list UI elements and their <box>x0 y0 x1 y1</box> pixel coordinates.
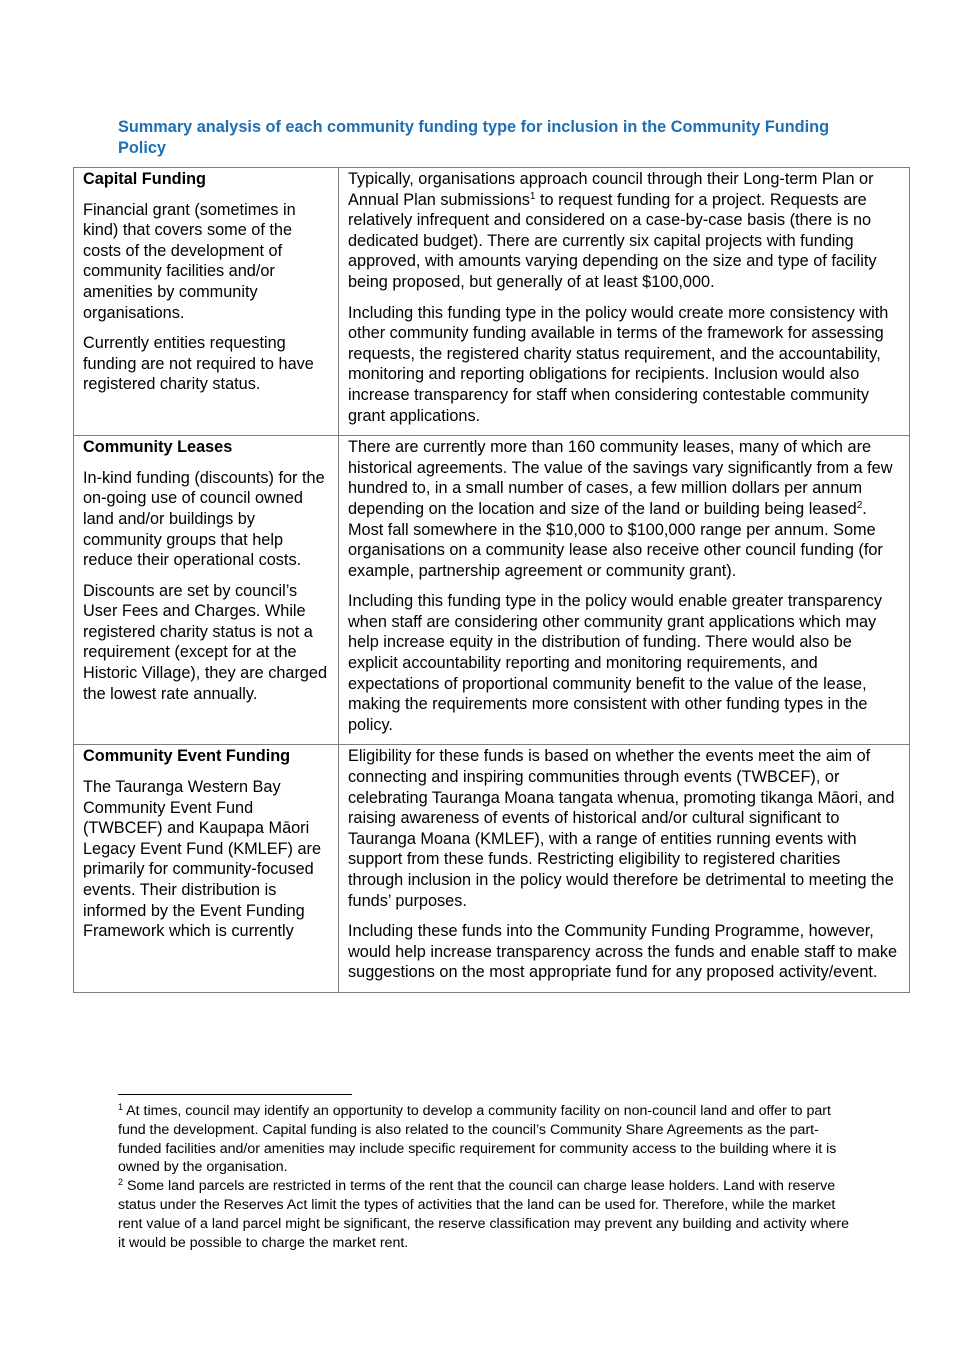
analysis-paragraph: Including these funds into the Community Funding Programme, however, would help increase transparency across the funds and enable staff to make suggestions on the most appropriate fund for any proposed activity/event. <box>348 922 898 982</box>
funding-type-description: Financial grant (sometimes in kind) that covers some of the costs of the development of community facilities and/or amenities by community organisations. <box>83 200 296 322</box>
footnote-ref[interactable]: 1 <box>529 190 536 202</box>
analysis-text: Typically, organisations approach council through their Long-term Plan or Annual Plan submissions <box>348 170 874 209</box>
analysis-cell <box>339 168 910 436</box>
footnote-number: 1 <box>118 1102 124 1112</box>
funding-type-note: Discounts are set by council’s User Fees and Charges. While registered charity status is not a requirement (except for at the Historic Village), they are charged the lowest rate annually. <box>83 581 328 703</box>
analysis-paragraph: Including this funding type in the policy would enable greater transparency when staff are considering other community grant applications which may help increase equity in the distribution of funding. There would also be explicit accountability reporting and monitoring requirements, and expectations of proportional community benefit to the value of the lease, making the requirements more consistent with other funding types in the policy. <box>348 592 882 734</box>
funding-type-title: Community Leases <box>83 438 233 457</box>
analysis-paragraph: Eligibility for these funds is based on whether the events meet the aim of connecting and inspiring communities through events (TWBCEF), or celebrating Tauranga Moana tangata whenua, promoting tikanga Māori, and raising awareness of events of historical and/or cultural significant to Tauranga Moana (KMLEF), with a range of entities running events with support from these funds. Restricting eligibility to registered charities through inclusion in the policy would therefore be detrimental to meeting the funds’ purposes. <box>348 747 895 910</box>
analysis-paragraph <box>348 437 900 581</box>
footnote-2 <box>118 1177 858 1252</box>
analysis-paragraph: Including this funding type in the policy would create more consistency with other community funding available in terms of the framework for assessing requests, the registered charity status requirement, and the accountability, monitoring and reporting obligations for recipients. Inclusion would also increase transparency for staff when considering contestable community grant applications. <box>348 303 889 425</box>
funding-type-cell <box>74 745 339 993</box>
analysis-cell <box>339 745 910 993</box>
funding-type-cell <box>74 436 339 745</box>
analysis-text: to request funding for a project. Requests are relatively infrequent and considered on a case-by-case basis (there is no dedicated budget). There are currently six capital projects with funding approved, with amounts varying depending on the size and type of facility being proposed, but generally of at least $100,000. <box>348 190 877 291</box>
funding-summary-table <box>73 167 910 993</box>
table-row <box>74 745 910 993</box>
table-row <box>74 168 910 436</box>
footnote-1 <box>118 1102 858 1177</box>
funding-type-description: The Tauranga Western Bay Community Event Fund (TWBCEF) and Kaupapa Māori Legacy Event Fund (KMLEF) are primarily for community-focused events. Their distribution is informed by the Event Funding Framework which is currently <box>83 778 321 941</box>
table-row <box>74 436 910 745</box>
analysis-paragraph <box>348 169 900 293</box>
footnote-number: 2 <box>118 1177 124 1188</box>
footnotes <box>118 1102 858 1252</box>
funding-type-title: Community Event Funding <box>83 747 291 766</box>
analysis-text: There are currently more than 160 community leases, many of which are historical agreements. The value of the savings vary significantly from a few hundred to, in a small number of cases, a few million dollars per annum depending on the location and size of the land or building being leased <box>348 438 893 518</box>
footnote-ref[interactable]: 2 <box>856 499 863 511</box>
funding-type-cell <box>74 168 339 436</box>
funding-type-description: In-kind funding (discounts) for the on-going use of council owned land and/or buildings by community groups that help reduce their operational costs. <box>83 468 325 570</box>
footnote-text: Some land parcels are restricted in terms of the rent that the council can charge lease holders. Land with reserve status under the Reserves Act limit the types of activities that the land can be used for. Therefore, while the market rent value of a land parcel might be significant, the reserve classification may prevent any building and activity where it would be possible to charge the market rent. <box>118 1178 850 1251</box>
funding-type-note: Currently entities requesting funding are not required to have registered charity status. <box>83 334 314 394</box>
analysis-text: . Most fall somewhere in the $10,000 to $100,000 range per annum. Some organisations on a community lease also receive other council funding (for example, partnership agreement or community grant). <box>348 499 883 580</box>
analysis-cell <box>339 436 910 745</box>
section-heading: Summary analysis of each community funding type for inclusion in the Community Funding Policy <box>118 118 830 157</box>
footnote-separator <box>118 1094 352 1095</box>
footnote-text: At times, council may identify an opportunity to develop a community facility on non-council land and offer to part fund the development. Capital funding is also related to the council’s Community Share Agreements as the part-funded facilities and/or amenities may include specific requirement for community access to the building where it is owned by the organisation. <box>118 1103 837 1176</box>
funding-type-title: Capital Funding <box>83 170 206 188</box>
